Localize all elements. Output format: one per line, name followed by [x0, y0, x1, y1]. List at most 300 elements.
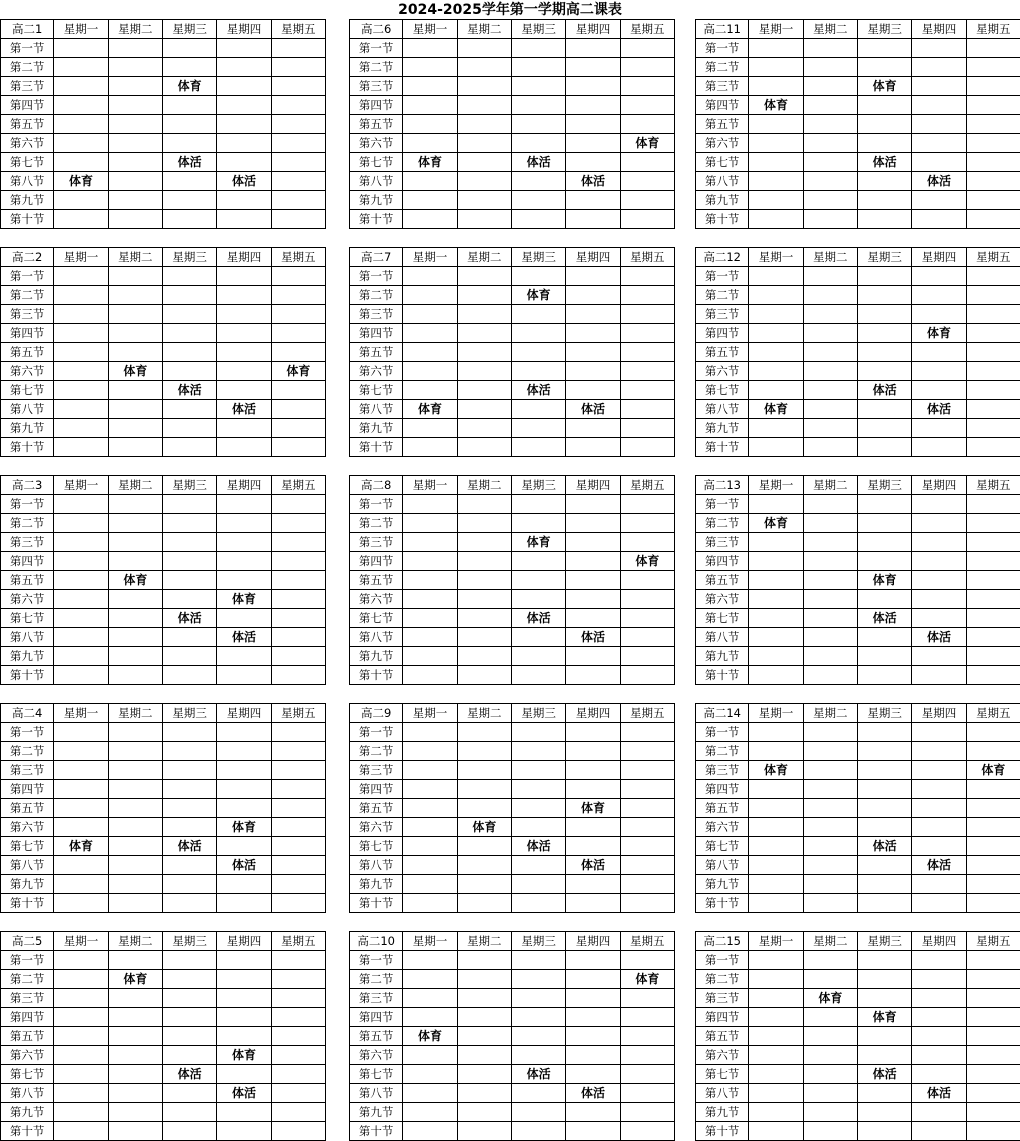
- schedule-cell: [217, 875, 271, 894]
- schedule-cell: [857, 856, 911, 875]
- period-label: 第四节: [696, 780, 749, 799]
- period-label: 第五节: [696, 571, 749, 590]
- schedule-cell: [271, 837, 325, 856]
- schedule-cell: [857, 324, 911, 343]
- schedule-cell: [620, 989, 674, 1008]
- schedule-cell: [966, 495, 1020, 514]
- schedule-cell: [162, 894, 216, 913]
- schedule-cell: [803, 951, 857, 970]
- schedule-cell: [54, 324, 108, 343]
- table-row: [350, 761, 675, 780]
- period-label: 第七节: [1, 153, 54, 172]
- pe-cell: 体活: [912, 400, 966, 419]
- period-label: 第五节: [1, 571, 54, 590]
- schedule-cell: [966, 1084, 1020, 1103]
- schedule-cell: [620, 305, 674, 324]
- schedule-cell: [54, 742, 108, 761]
- table-row: [1, 1065, 326, 1084]
- table-row: [350, 894, 675, 913]
- schedule-cell: [54, 1065, 108, 1084]
- schedule-cell: [857, 134, 911, 153]
- table-row: [350, 875, 675, 894]
- pe-cell: 体活: [217, 628, 271, 647]
- schedule-cell: [511, 210, 565, 229]
- schedule-cell: [511, 818, 565, 837]
- period-label: 第九节: [350, 875, 403, 894]
- day-header: 星期三: [162, 704, 216, 723]
- schedule-cell: [803, 571, 857, 590]
- schedule-cell: [511, 96, 565, 115]
- table-row: [1, 1084, 326, 1103]
- schedule-cell: [457, 628, 511, 647]
- schedule-cell: [966, 552, 1020, 571]
- period-label: 第五节: [696, 1027, 749, 1046]
- schedule-cell: [749, 1008, 803, 1027]
- schedule-cell: [620, 77, 674, 96]
- table-row: [1, 723, 326, 742]
- period-label: 第六节: [696, 134, 749, 153]
- table-row: [1, 77, 326, 96]
- day-header: 星期四: [566, 932, 620, 951]
- schedule-cell: [566, 381, 620, 400]
- schedule-cell: [803, 647, 857, 666]
- period-label: 第六节: [1, 362, 54, 381]
- schedule-cell: [162, 970, 216, 989]
- day-header: 星期三: [511, 704, 565, 723]
- schedule-cell: [511, 1008, 565, 1027]
- class-timetable: [349, 19, 675, 229]
- day-header: 星期五: [271, 20, 325, 39]
- table-row: [696, 533, 1020, 552]
- schedule-cell: [511, 1122, 565, 1141]
- table-row: [1, 419, 326, 438]
- day-header: 星期四: [217, 932, 271, 951]
- schedule-cell: [403, 191, 457, 210]
- day-header: 星期三: [162, 20, 216, 39]
- schedule-cell: [217, 552, 271, 571]
- schedule-cell: [566, 153, 620, 172]
- schedule-cell: [54, 1084, 108, 1103]
- period-label: 第三节: [1, 305, 54, 324]
- period-label: 第二节: [1, 514, 54, 533]
- schedule-cell: [803, 723, 857, 742]
- period-label: 第九节: [350, 191, 403, 210]
- table-row: [696, 951, 1020, 970]
- schedule-cell: [403, 552, 457, 571]
- schedule-cell: [966, 1065, 1020, 1084]
- schedule-cell: [54, 609, 108, 628]
- period-label: 第一节: [350, 723, 403, 742]
- schedule-cell: [749, 571, 803, 590]
- table-row: [350, 799, 675, 818]
- day-header: 星期一: [749, 476, 803, 495]
- day-header: 星期五: [620, 932, 674, 951]
- schedule-cell: [457, 438, 511, 457]
- schedule-cell: [271, 1122, 325, 1141]
- table-row: [1, 134, 326, 153]
- period-label: 第二节: [696, 742, 749, 761]
- pe-cell: 体育: [857, 77, 911, 96]
- schedule-cell: [511, 875, 565, 894]
- day-header: 星期一: [403, 932, 457, 951]
- table-row: [696, 761, 1020, 780]
- pe-cell: 体育: [620, 134, 674, 153]
- table-row: [1, 58, 326, 77]
- schedule-cell: [966, 970, 1020, 989]
- schedule-cell: [912, 571, 966, 590]
- schedule-cell: [54, 818, 108, 837]
- period-label: 第十节: [1, 438, 54, 457]
- schedule-cell: [162, 761, 216, 780]
- schedule-cell: [912, 115, 966, 134]
- schedule-cell: [217, 799, 271, 818]
- pe-cell: 体育: [108, 362, 162, 381]
- schedule-cell: [108, 1103, 162, 1122]
- period-label: 第一节: [1, 951, 54, 970]
- schedule-cell: [271, 799, 325, 818]
- schedule-cell: [403, 134, 457, 153]
- day-header: 星期一: [54, 704, 108, 723]
- schedule-cell: [511, 799, 565, 818]
- schedule-cell: [271, 77, 325, 96]
- schedule-cell: [966, 875, 1020, 894]
- table-row: [1, 951, 326, 970]
- pe-cell: 体育: [511, 286, 565, 305]
- schedule-cell: [966, 153, 1020, 172]
- schedule-cell: [857, 495, 911, 514]
- schedule-cell: [217, 514, 271, 533]
- schedule-cell: [803, 837, 857, 856]
- schedule-cell: [217, 305, 271, 324]
- schedule-cell: [511, 742, 565, 761]
- table-row: [1, 172, 326, 191]
- schedule-cell: [457, 39, 511, 58]
- table-row: [350, 571, 675, 590]
- schedule-cell: [54, 381, 108, 400]
- schedule-cell: [271, 894, 325, 913]
- schedule-cell: [857, 400, 911, 419]
- pe-cell: 体育: [620, 552, 674, 571]
- schedule-cell: [511, 324, 565, 343]
- schedule-cell: [749, 77, 803, 96]
- timetable-header-row: [350, 704, 675, 723]
- schedule-cell: [803, 400, 857, 419]
- table-row: [696, 324, 1020, 343]
- schedule-cell: [511, 1103, 565, 1122]
- period-label: 第二节: [1, 970, 54, 989]
- schedule-cell: [511, 723, 565, 742]
- period-label: 第九节: [1, 191, 54, 210]
- schedule-cell: [966, 134, 1020, 153]
- schedule-cell: [620, 1084, 674, 1103]
- schedule-cell: [457, 1027, 511, 1046]
- schedule-cell: [912, 837, 966, 856]
- schedule-cell: [857, 628, 911, 647]
- schedule-cell: [403, 609, 457, 628]
- schedule-cell: [54, 400, 108, 419]
- class-name: 高二11: [696, 20, 749, 39]
- pe-cell: 体活: [566, 400, 620, 419]
- schedule-cell: [803, 1027, 857, 1046]
- schedule-cell: [803, 343, 857, 362]
- schedule-cell: [457, 799, 511, 818]
- schedule-cell: [403, 894, 457, 913]
- schedule-cell: [966, 1008, 1020, 1027]
- class-name: 高二10: [350, 932, 403, 951]
- period-label: 第三节: [350, 989, 403, 1008]
- day-header: 星期四: [912, 20, 966, 39]
- schedule-cell: [857, 742, 911, 761]
- period-label: 第六节: [696, 362, 749, 381]
- period-label: 第四节: [1, 96, 54, 115]
- schedule-cell: [403, 343, 457, 362]
- table-row: [696, 856, 1020, 875]
- schedule-cell: [403, 39, 457, 58]
- schedule-cell: [749, 856, 803, 875]
- schedule-cell: [566, 514, 620, 533]
- schedule-cell: [566, 191, 620, 210]
- schedule-cell: [511, 77, 565, 96]
- schedule-cell: [217, 780, 271, 799]
- schedule-cell: [162, 324, 216, 343]
- table-row: [696, 286, 1020, 305]
- period-label: 第十节: [696, 1122, 749, 1141]
- schedule-cell: [620, 96, 674, 115]
- schedule-cell: [912, 761, 966, 780]
- period-label: 第四节: [696, 552, 749, 571]
- schedule-cell: [857, 818, 911, 837]
- schedule-cell: [108, 305, 162, 324]
- table-row: [350, 115, 675, 134]
- class-timetable: [0, 931, 326, 1141]
- table-row: [1, 400, 326, 419]
- table-row: [350, 400, 675, 419]
- schedule-cell: [620, 324, 674, 343]
- schedule-cell: [511, 362, 565, 381]
- schedule-cell: [271, 742, 325, 761]
- pe-cell: 体育: [108, 571, 162, 590]
- schedule-cell: [217, 723, 271, 742]
- class-timetable: [349, 931, 675, 1141]
- schedule-cell: [857, 989, 911, 1008]
- schedule-cell: [966, 58, 1020, 77]
- period-label: 第一节: [1, 495, 54, 514]
- schedule-cell: [620, 1046, 674, 1065]
- schedule-cell: [403, 590, 457, 609]
- schedule-cell: [54, 77, 108, 96]
- table-row: [1, 324, 326, 343]
- schedule-cell: [966, 324, 1020, 343]
- schedule-cell: [966, 742, 1020, 761]
- day-header: 星期三: [162, 476, 216, 495]
- pe-cell: 体育: [749, 96, 803, 115]
- table-row: [350, 989, 675, 1008]
- table-row: [696, 894, 1020, 913]
- period-label: 第七节: [696, 837, 749, 856]
- pe-cell: 体活: [511, 153, 565, 172]
- table-row: [1, 1103, 326, 1122]
- day-header: 星期四: [217, 476, 271, 495]
- schedule-cell: [54, 210, 108, 229]
- period-label: 第三节: [696, 77, 749, 96]
- schedule-cell: [54, 799, 108, 818]
- schedule-cell: [54, 989, 108, 1008]
- schedule-cell: [162, 172, 216, 191]
- table-row: [696, 647, 1020, 666]
- schedule-cell: [162, 115, 216, 134]
- schedule-cell: [912, 989, 966, 1008]
- schedule-cell: [162, 343, 216, 362]
- schedule-cell: [457, 419, 511, 438]
- schedule-cell: [271, 609, 325, 628]
- table-row: [350, 609, 675, 628]
- day-header: 星期二: [457, 476, 511, 495]
- schedule-cell: [403, 818, 457, 837]
- pe-cell: 体育: [912, 324, 966, 343]
- schedule-cell: [620, 609, 674, 628]
- period-label: 第十节: [696, 894, 749, 913]
- schedule-cell: [803, 552, 857, 571]
- period-label: 第七节: [350, 837, 403, 856]
- pe-cell: 体活: [511, 837, 565, 856]
- table-row: [350, 58, 675, 77]
- table-row: [350, 343, 675, 362]
- table-row: [696, 514, 1020, 533]
- schedule-cell: [457, 666, 511, 685]
- schedule-cell: [749, 894, 803, 913]
- schedule-cell: [912, 438, 966, 457]
- schedule-cell: [857, 210, 911, 229]
- schedule-cell: [566, 1027, 620, 1046]
- schedule-cell: [857, 799, 911, 818]
- period-label: 第二节: [696, 514, 749, 533]
- schedule-cell: [162, 1084, 216, 1103]
- schedule-cell: [803, 210, 857, 229]
- day-header: 星期五: [271, 704, 325, 723]
- schedule-cell: [271, 381, 325, 400]
- period-label: 第九节: [350, 647, 403, 666]
- schedule-cell: [108, 267, 162, 286]
- schedule-cell: [162, 742, 216, 761]
- table-row: [350, 780, 675, 799]
- schedule-cell: [217, 153, 271, 172]
- schedule-cell: [403, 115, 457, 134]
- schedule-cell: [912, 647, 966, 666]
- page-title: 2024-2025学年第一学期高二课表: [398, 2, 622, 18]
- day-header: 星期五: [620, 704, 674, 723]
- schedule-cell: [403, 723, 457, 742]
- schedule-cell: [217, 761, 271, 780]
- schedule-cell: [566, 875, 620, 894]
- schedule-cell: [108, 58, 162, 77]
- schedule-cell: [566, 305, 620, 324]
- schedule-cell: [108, 1084, 162, 1103]
- schedule-cell: [511, 552, 565, 571]
- schedule-cell: [511, 172, 565, 191]
- schedule-cell: [271, 875, 325, 894]
- schedule-cell: [108, 77, 162, 96]
- table-row: [696, 1103, 1020, 1122]
- schedule-cell: [511, 39, 565, 58]
- schedule-cell: [217, 1008, 271, 1027]
- schedule-cell: [108, 39, 162, 58]
- schedule-cell: [54, 1027, 108, 1046]
- schedule-cell: [966, 571, 1020, 590]
- schedule-cell: [54, 1103, 108, 1122]
- pe-cell: 体育: [966, 761, 1020, 780]
- table-row: [350, 1027, 675, 1046]
- period-label: 第十节: [696, 438, 749, 457]
- pe-cell: 体育: [217, 590, 271, 609]
- schedule-cell: [403, 628, 457, 647]
- pe-cell: 体育: [511, 533, 565, 552]
- schedule-cell: [54, 343, 108, 362]
- table-row: [696, 742, 1020, 761]
- table-row: [350, 305, 675, 324]
- schedule-cell: [217, 894, 271, 913]
- schedule-cell: [749, 381, 803, 400]
- schedule-cell: [803, 438, 857, 457]
- table-row: [350, 267, 675, 286]
- schedule-cell: [749, 134, 803, 153]
- schedule-cell: [511, 495, 565, 514]
- schedule-cell: [108, 647, 162, 666]
- schedule-cell: [511, 780, 565, 799]
- table-row: [350, 856, 675, 875]
- schedule-cell: [566, 134, 620, 153]
- schedule-cell: [403, 172, 457, 191]
- period-label: 第八节: [350, 856, 403, 875]
- schedule-cell: [857, 362, 911, 381]
- schedule-cell: [511, 267, 565, 286]
- schedule-cell: [566, 571, 620, 590]
- schedule-cell: [511, 970, 565, 989]
- schedule-cell: [217, 134, 271, 153]
- table-row: [696, 989, 1020, 1008]
- schedule-cell: [966, 362, 1020, 381]
- period-label: 第一节: [696, 723, 749, 742]
- pe-cell: 体活: [511, 381, 565, 400]
- schedule-cell: [749, 818, 803, 837]
- period-label: 第六节: [1, 1046, 54, 1065]
- schedule-cell: [966, 419, 1020, 438]
- period-label: 第一节: [350, 951, 403, 970]
- day-header: 星期二: [803, 20, 857, 39]
- schedule-cell: [457, 400, 511, 419]
- schedule-cell: [966, 115, 1020, 134]
- pe-cell: 体育: [271, 362, 325, 381]
- schedule-cell: [803, 1065, 857, 1084]
- day-header: 星期四: [217, 20, 271, 39]
- schedule-cell: [749, 837, 803, 856]
- day-header: 星期二: [108, 704, 162, 723]
- pe-cell: 体活: [511, 1065, 565, 1084]
- pe-cell: 体活: [566, 628, 620, 647]
- schedule-cell: [803, 799, 857, 818]
- table-row: [696, 191, 1020, 210]
- period-label: 第九节: [696, 191, 749, 210]
- period-label: 第九节: [1, 875, 54, 894]
- schedule-cell: [566, 837, 620, 856]
- schedule-cell: [54, 780, 108, 799]
- table-row: [1, 628, 326, 647]
- schedule-cell: [857, 666, 911, 685]
- schedule-cell: [108, 552, 162, 571]
- table-row: [696, 1008, 1020, 1027]
- timetable-header-row: [1, 932, 326, 951]
- schedule-cell: [271, 723, 325, 742]
- schedule-cell: [271, 286, 325, 305]
